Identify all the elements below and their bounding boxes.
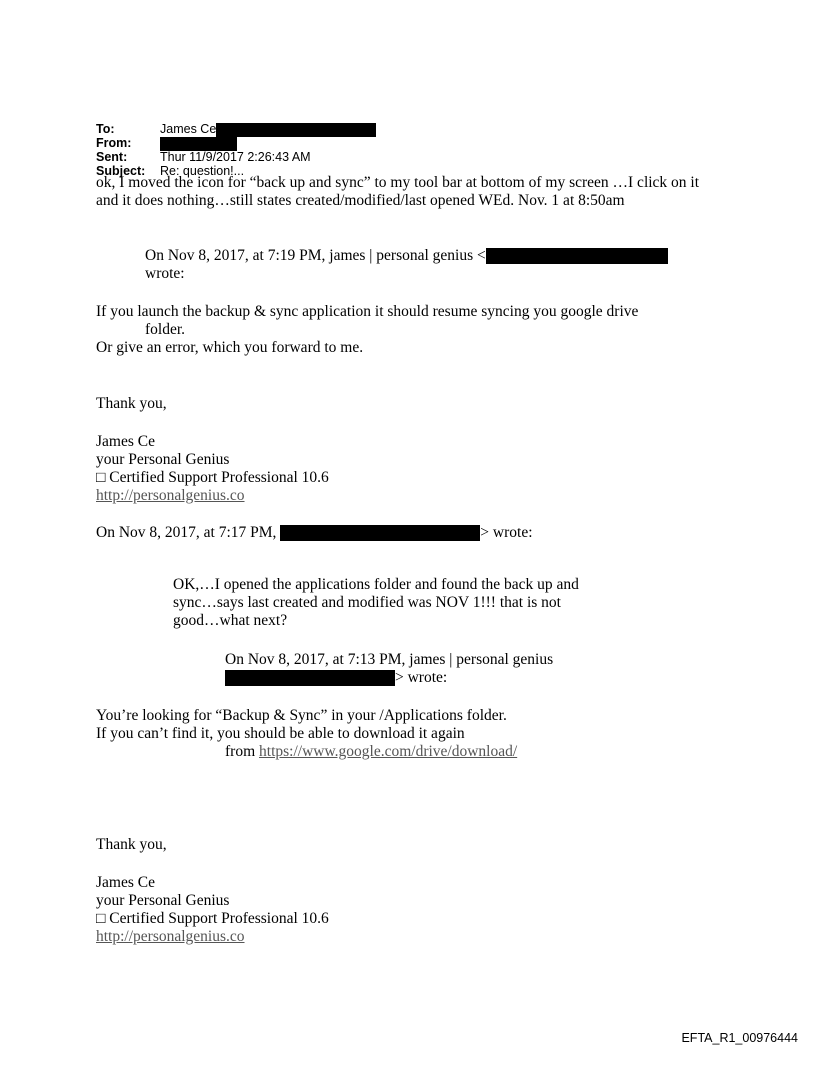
sent-row [96,150,311,164]
subject-label: Subject: [96,164,146,178]
quote-header [225,669,447,687]
message-line: Or give an error, which you forward to me. [96,339,364,356]
signature-title: your Personal Genius [96,892,230,909]
message-line: If you can’t find it, you should be able to download it again [96,725,465,742]
message-line: ok, I moved the icon for “back up and sync” to my tool bar at bottom of my screen …I click on it [96,174,700,191]
signature-cert: □ Certified Support Professional 10.6 [96,910,329,927]
message-line: and it does nothing…still states created/modified/last opened WEd. Nov. 1 at 8:50am [96,192,625,209]
quote-header-text: On Nov 8, 2017, at 7:17 PM, [96,524,277,541]
to-value: James Ce [160,122,217,136]
from-label: From: [96,136,132,150]
signature-name: James Ce [96,874,155,891]
signature-link[interactable]: http://personalgenius.co [96,928,245,945]
redaction [225,670,395,686]
subject-value: Re: question!... [160,164,245,178]
to-row [96,122,376,137]
redaction [160,137,237,151]
to-label: To: [96,122,115,136]
quote-header-text: wrote: [145,265,185,282]
redaction [280,525,480,541]
closing: Thank you, [96,836,167,853]
message-line: good…what next? [173,612,288,629]
from-row [96,136,237,151]
quote-header-text: On Nov 8, 2017, at 7:13 PM, james | personal genius [225,651,554,668]
download-link[interactable]: https://www.google.com/drive/download/ [259,743,518,760]
message-line: You’re looking for “Backup & Sync” in your /Applications folder. [96,707,507,724]
sent-value: Thur 11/9/2017 2:26:43 AM [160,150,311,164]
quote-header-text: On Nov 8, 2017, at 7:19 PM, james | personal genius < [145,247,486,264]
quote-header [145,247,668,265]
signature-name: James Ce [96,433,155,450]
closing: Thank you, [96,395,167,412]
message-line: OK,…I opened the applications folder and found the back up and [173,576,579,593]
quote-header [96,524,533,542]
signature-cert: □ Certified Support Professional 10.6 [96,469,329,486]
message-line [225,743,517,761]
signature-title: your Personal Genius [96,451,230,468]
quote-header-text: > wrote: [395,669,448,686]
redaction [486,248,668,264]
sent-label: Sent: [96,150,128,164]
signature-link[interactable]: http://personalgenius.co [96,487,245,504]
message-line: folder. [145,321,186,338]
message-line: If you launch the backup & sync application it should resume syncing you google drive [96,303,639,320]
document-id: EFTA_R1_00976444 [681,1031,798,1045]
message-line: sync…says last created and modified was NOV 1!!! that is not [173,594,561,611]
redaction [216,123,376,137]
message-text: from [225,743,260,760]
quote-header-text: > wrote: [480,524,533,541]
